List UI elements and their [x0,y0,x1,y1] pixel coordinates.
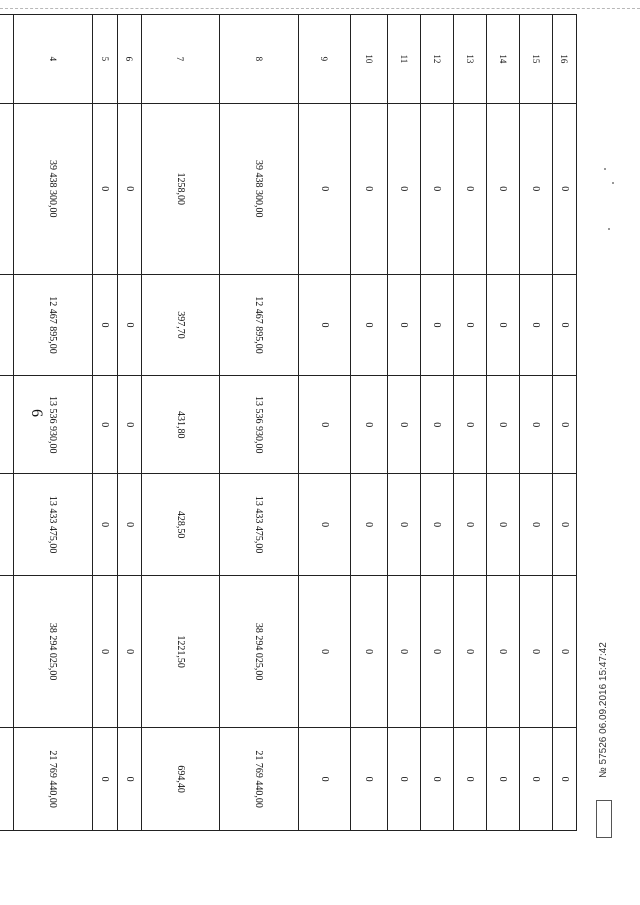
column-number: 7 [142,15,220,104]
cell-value: 0 [553,274,577,376]
table-column-3 [0,15,14,831]
cell-value: 0 [454,575,487,727]
scan-speck [612,182,614,184]
cell-value: 0 [299,728,351,831]
cell-value: 12 467 895,00 [14,274,93,376]
table-column-11 [388,15,421,831]
cell-value: 0 [388,376,421,474]
cell-value: 0 [93,103,118,274]
cell-value: 0 [421,274,454,376]
cell-value: 0 [299,474,351,576]
cell-value: 0 [520,376,553,474]
cell-value: 397,70 [142,274,220,376]
column-number: 5 [93,15,118,104]
cell-value: 13 433 475,00 [14,474,93,576]
table-column-4 [14,15,93,831]
table-column-12 [421,15,454,831]
cell-value: 0 [487,274,520,376]
cell-value: 0 [487,575,520,727]
cell-value: 0 [351,376,388,474]
cell-value: 428,50 [142,474,220,576]
cell-value: 0 [388,103,421,274]
cell-value: 0 [299,274,351,376]
cell-value [0,274,14,376]
cell-value: 0 [388,274,421,376]
stamp-logo-icon [596,800,612,838]
cell-value: 0 [520,274,553,376]
cell-value: 0 [299,575,351,727]
cell-value: 0 [421,728,454,831]
cell-value: 0 [118,103,142,274]
column-number: 11 [388,15,421,104]
cell-value: 0 [487,474,520,576]
cell-value: 1221,50 [142,575,220,727]
cell-value: 0 [118,474,142,576]
cell-value: 0 [388,575,421,727]
cell-value: 0 [553,474,577,576]
scan-speck [604,168,606,170]
table-column-10 [351,15,388,831]
cell-value: 0 [93,728,118,831]
page-number: 6 [28,409,45,417]
page-top-border [0,8,640,11]
cell-value: 0 [553,728,577,831]
cell-value: 0 [454,474,487,576]
cell-value: 0 [388,474,421,576]
column-number [0,15,14,104]
table-column-14 [487,15,520,831]
cell-value: 0 [351,575,388,727]
cell-value [0,728,14,831]
register-table-container [47,14,577,831]
cell-value: 0 [487,103,520,274]
column-number: 8 [220,15,299,104]
column-number: 9 [299,15,351,104]
cell-value: 0 [299,376,351,474]
cell-value: 0 [421,474,454,576]
cell-value: 0 [93,474,118,576]
cell-value: 431,80 [142,376,220,474]
cell-value [0,575,14,727]
register-table [0,14,577,831]
cell-value: 21 769 440,00 [14,728,93,831]
cell-value: 0 [118,274,142,376]
cell-value: 39 438 300,00 [220,103,299,274]
column-number: 13 [454,15,487,104]
cell-value [0,474,14,576]
cell-value: 12 467 895,00 [220,274,299,376]
cell-value: 0 [487,376,520,474]
column-number: 4 [14,15,93,104]
cell-value: 0 [388,728,421,831]
cell-value: 0 [454,728,487,831]
registration-stamp: № 57526 06.09.2016 15:47:42 [598,642,609,778]
table-column-16 [553,15,577,831]
table-column-8 [220,15,299,831]
cell-value: 694,40 [142,728,220,831]
cell-value: 0 [520,474,553,576]
column-number: 16 [553,15,577,104]
column-number: 6 [118,15,142,104]
cell-value: 0 [351,103,388,274]
scan-speck [608,228,610,230]
cell-value: 0 [520,103,553,274]
column-number: 15 [520,15,553,104]
cell-value: 0 [553,575,577,727]
cell-value: 0 [351,474,388,576]
cell-value: 0 [421,575,454,727]
table-column-9 [299,15,351,831]
cell-value: 13 433 475,00 [220,474,299,576]
cell-value: 0 [553,376,577,474]
cell-value: 0 [421,376,454,474]
column-number: 14 [487,15,520,104]
column-number: 10 [351,15,388,104]
table-column-15 [520,15,553,831]
cell-value [0,103,14,274]
table-column-13 [454,15,487,831]
cell-value: 0 [421,103,454,274]
cell-value: 0 [351,728,388,831]
cell-value [0,376,14,474]
cell-value: 0 [118,728,142,831]
cell-value: 1258,00 [142,103,220,274]
cell-value: 0 [487,728,520,831]
cell-value: 0 [520,728,553,831]
cell-value: 0 [93,376,118,474]
cell-value: 0 [454,274,487,376]
cell-value: 0 [454,103,487,274]
cell-value: 21 769 440,00 [220,728,299,831]
cell-value: 0 [454,376,487,474]
table-column-7 [142,15,220,831]
cell-value: 39 438 300,00 [14,103,93,274]
column-number: 12 [421,15,454,104]
cell-value: 38 294 025,00 [220,575,299,727]
table-column-5 [93,15,118,831]
cell-value: 0 [93,274,118,376]
cell-value: 0 [118,575,142,727]
cell-value: 0 [118,376,142,474]
cell-value: 0 [93,575,118,727]
table-column-6 [118,15,142,831]
cell-value: 0 [299,103,351,274]
cell-value: 13 536 930,00 [220,376,299,474]
cell-value: 0 [553,103,577,274]
cell-value: 0 [351,274,388,376]
cell-value: 13 536 930,00 [14,376,93,474]
cell-value: 38 294 025,00 [14,575,93,727]
cell-value: 0 [520,575,553,727]
